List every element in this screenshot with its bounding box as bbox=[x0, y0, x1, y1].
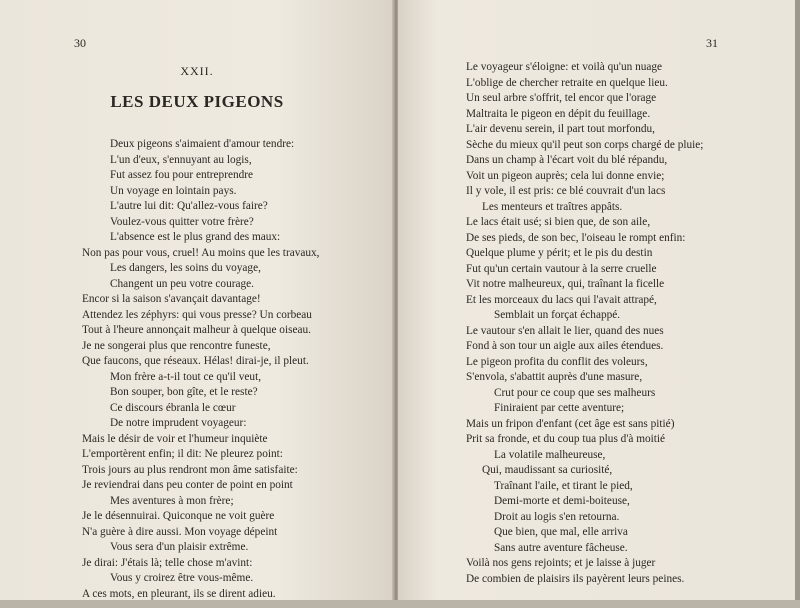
verse-line: N'a guère à dire aussi. Mon voyage dépeint bbox=[82, 525, 278, 538]
verse-line: Crut pour ce coup que ses malheurs bbox=[494, 386, 656, 399]
verse-line: Le pigeon profita du conflit des voleurs, bbox=[466, 355, 648, 368]
poem-text-left bbox=[82, 137, 320, 602]
verse-line: Encor si la saison s'avançait davantage! bbox=[82, 293, 261, 305]
verse-line: Mais le désir de voir et l'humeur inquiète bbox=[82, 432, 268, 445]
verse-line: Bon souper, bon gîte, et le reste? bbox=[110, 386, 258, 398]
verse-line: Le vautour s'en allait le lier, quand des nues bbox=[466, 324, 664, 337]
verse-line: De ses pieds, de son bec, l'oiseau le rompt enfin: bbox=[466, 231, 686, 244]
right-page bbox=[398, 0, 795, 604]
left-page bbox=[0, 0, 394, 604]
verse-line: Prit sa fronde, et du coup tua plus d'à moitié bbox=[466, 433, 666, 445]
verse-line: Il y vole, il est pris: ce blé couvrait d'un lacs bbox=[466, 185, 666, 197]
verse-line: Non pas pour vous, cruel! Au moins que les travaux, bbox=[82, 246, 320, 259]
poem-title: LES DEUX PIGEONS bbox=[110, 92, 284, 111]
page-number-right: 31 bbox=[706, 36, 718, 50]
verse-line: Le voyageur s'éloigne: et voilà qu'un nuage bbox=[466, 61, 663, 73]
verse-line: L'emportèrent enfin; il dit: Ne pleurez point: bbox=[82, 448, 283, 460]
verse-line: Traînant l'aile, et tirant le pied, bbox=[494, 479, 633, 492]
verse-line: Je le désennuirai. Quiconque ne voit guère bbox=[82, 510, 275, 522]
chapter-number: XXII. bbox=[180, 64, 214, 78]
verse-line: Le lacs était usé; si bien que, de son aile, bbox=[466, 216, 651, 228]
verse-line: L'absence est le plus grand des maux: bbox=[110, 231, 281, 243]
verse-line: Voulez-vous quitter votre frère? bbox=[110, 215, 254, 228]
verse-line: Les menteurs et traîtres appâts. bbox=[482, 200, 623, 213]
verse-line: Voit un pigeon auprès; cela lui donne envie; bbox=[466, 169, 665, 182]
verse-line: Trois jours au plus rendront mon âme satisfaite: bbox=[82, 463, 298, 476]
verse-line: Je dirai: J'étais là; telle chose m'avint: bbox=[82, 556, 253, 569]
table-surface bbox=[0, 600, 800, 608]
verse-line: Mais un fripon d'enfant (cet âge est sans pitié) bbox=[466, 417, 675, 430]
verse-line: Changent un peu votre courage. bbox=[110, 277, 254, 290]
verse-line: Je reviendrai dans peu conter de point en point bbox=[82, 479, 293, 491]
verse-line: Qui, maudissant sa curiosité, bbox=[482, 464, 613, 476]
verse-line: L'autre lui dit: Qu'allez-vous faire? bbox=[110, 200, 268, 212]
verse-line: Que faucons, que réseaux. Hélas! dirai-je, il pleut. bbox=[82, 355, 309, 367]
verse-line: Dans un champ à l'écart voit du blé répandu, bbox=[466, 154, 668, 166]
page-edge bbox=[795, 0, 800, 608]
verse-line: Droit au logis s'en retourna. bbox=[494, 510, 620, 523]
verse-line: Semblait un forçat échappé. bbox=[494, 309, 621, 321]
verse-line: Fut assez fou pour entreprendre bbox=[110, 169, 254, 181]
verse-line: La volatile malheureuse, bbox=[494, 448, 606, 461]
verse-line: L'oblige de chercher retraite en quelque lieu. bbox=[466, 76, 668, 89]
poem-text-right bbox=[466, 60, 703, 587]
verse-line: Et les morceaux du lacs qui l'avait attrapé, bbox=[466, 293, 657, 306]
verse-line: Un voyage en lointain pays. bbox=[110, 184, 237, 197]
verse-line: Attendez les zéphyrs: qui vous presse? Un corbeau bbox=[82, 308, 312, 321]
verse-line: Un seul arbre s'offrit, tel encor que l'orage bbox=[466, 92, 657, 104]
page-number-left: 30 bbox=[74, 36, 86, 50]
verse-line: Sans autre aventure fâcheuse. bbox=[494, 541, 628, 554]
verse-line: Mon frère a-t-il tout ce qu'il veut, bbox=[110, 370, 262, 383]
verse-line: A ces mots, en pleurant, ils se dirent adieu. bbox=[82, 587, 276, 600]
verse-line: Fond à son tour un aigle aux ailes étendues. bbox=[466, 340, 664, 352]
verse-line: Ce discours ébranla le cœur bbox=[110, 401, 236, 414]
verse-line: L'air devenu serein, il part tout morfondu, bbox=[466, 123, 656, 135]
verse-line: Demi-morte et demi-boiteuse, bbox=[494, 495, 630, 507]
verse-line: De notre imprudent voyageur: bbox=[110, 417, 247, 429]
verse-line: Voilà nos gens rejoints; et je laisse à juger bbox=[466, 557, 656, 569]
verse-line: Que bien, que mal, elle arriva bbox=[494, 526, 628, 538]
verse-line: Sèche du mieux qu'il peut son corps chargé de pluie; bbox=[466, 138, 704, 151]
verse-line: De combien de plaisirs ils payèrent leurs peines. bbox=[466, 572, 685, 585]
verse-line: L'un d'eux, s'ennuyant au logis, bbox=[110, 153, 252, 166]
verse-line: Vit notre malheureux, qui, traînant la ficelle bbox=[466, 278, 665, 290]
verse-line: S'envola, s'abattit auprès d'une masure, bbox=[466, 371, 643, 383]
verse-line: Tout à l'heure annonçait malheur à quelque oiseau. bbox=[82, 324, 311, 336]
verse-line: Maltraita le pigeon en dépit du feuillage. bbox=[466, 107, 651, 120]
verse-line: Vous sera d'un plaisir extrême. bbox=[110, 541, 249, 553]
verse-line: Fut qu'un certain vautour à la serre cruelle bbox=[466, 262, 657, 275]
verse-line: Finiraient par cette aventure; bbox=[494, 402, 625, 414]
verse-line: Quelque plume y périt; et le pis du destin bbox=[466, 247, 653, 259]
verse-line: Mes aventures à mon frère; bbox=[110, 494, 234, 507]
verse-line: Je ne songerai plus que rencontre funeste, bbox=[82, 339, 271, 352]
verse-line: Vous y croirez être vous-même. bbox=[110, 572, 254, 584]
verse-line: Deux pigeons s'aimaient d'amour tendre: bbox=[110, 138, 295, 150]
verse-line: Les dangers, les soins du voyage, bbox=[110, 262, 261, 274]
